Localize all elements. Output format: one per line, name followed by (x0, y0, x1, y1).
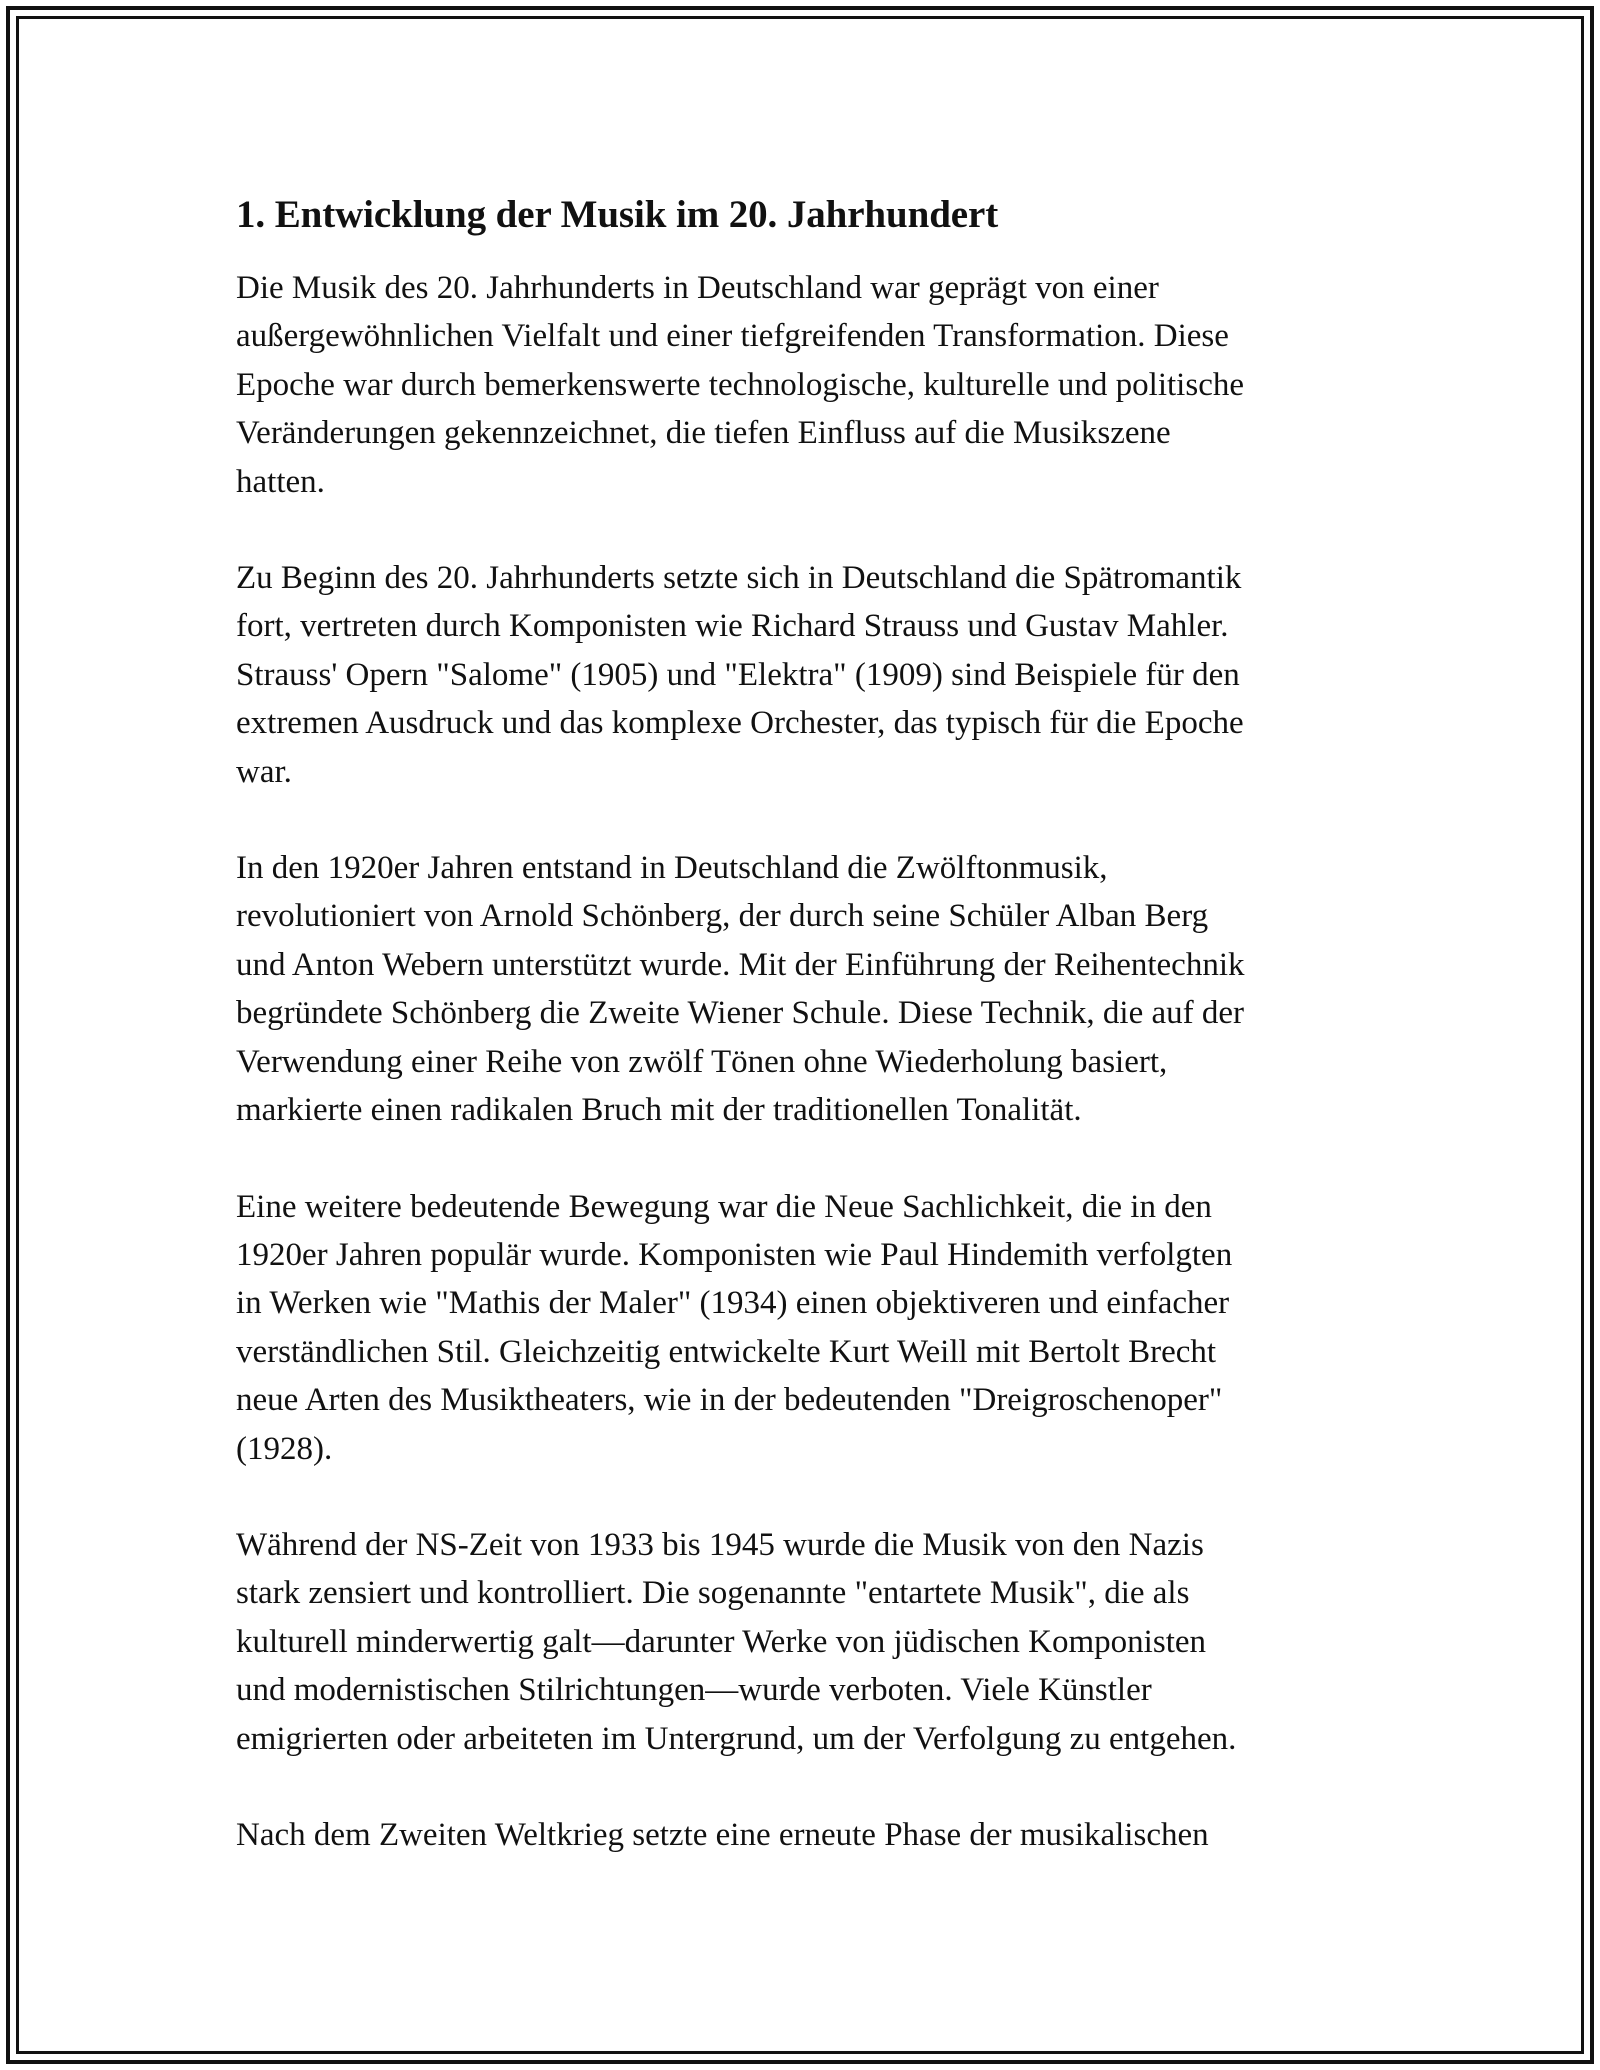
paragraph-line: Zu Beginn des 20. Jahrhunderts setzte sich in Deutschland die Spätromantik (236, 560, 1242, 597)
paragraph (236, 1811, 1376, 1859)
paragraph-line: war. (236, 753, 292, 790)
paragraph-line: markierte einen radikalen Bruch mit der traditionellen Tonalität. (236, 1092, 1082, 1129)
paragraph-line: Nach dem Zweiten Weltkrieg setzte eine erneute Phase der musikalischen (236, 1816, 1209, 1853)
paragraph-line: hatten. (236, 463, 325, 500)
paragraph-line: (1928). (236, 1430, 333, 1467)
paragraph-line: begründete Schönberg die Zweite Wiener Schule. Diese Technik, die auf der (236, 995, 1245, 1032)
document-body (236, 186, 1376, 1907)
paragraph (236, 554, 1376, 796)
paragraph-line: Epoche war durch bemerkenswerte technologische, kulturelle und politische (236, 366, 1244, 403)
paragraph-line: und modernistischen Stilrichtungen—wurde verboten. Viele Künstler (236, 1672, 1152, 1709)
paragraph-line: Veränderungen gekennzeichnet, die tiefen Einfluss auf die Musikszene (236, 415, 1171, 452)
paragraph-line: neue Arten des Musiktheaters, wie in der bedeutenden "Dreigroschenoper" (236, 1382, 1223, 1419)
paragraph-line: Während der NS-Zeit von 1933 bis 1945 wurde die Musik von den Nazis (236, 1526, 1204, 1563)
paragraph (236, 264, 1376, 506)
paragraph-line: extremen Ausdruck und das komplexe Orchester, das typisch für die Epoche (236, 705, 1244, 742)
paragraph-line: in Werken wie "Mathis der Maler" (1934) einen objektiveren und einfacher (236, 1285, 1230, 1322)
paragraph (236, 1521, 1376, 1763)
paragraph-line: 1920er Jahren populär wurde. Komponisten wie Paul Hindemith verfolgten (236, 1236, 1233, 1273)
paragraph-line: revolutioniert von Arnold Schönberg, der durch seine Schüler Alban Berg (236, 898, 1209, 935)
paragraph-line: außergewöhnlichen Vielfalt und einer tiefgreifenden Transformation. Diese (236, 318, 1229, 355)
paragraph (236, 1183, 1376, 1473)
paragraph-line: Strauss' Opern "Salome" (1905) und "Elektra" (1909) sind Beispiele für den (236, 656, 1240, 693)
paragraph-line: Die Musik des 20. Jahrhunderts in Deutschland war geprägt von einer (236, 270, 1159, 306)
paragraph (236, 844, 1376, 1134)
paragraph-line: emigrierten oder arbeiteten im Untergrund, um der Verfolgung zu entgehen. (236, 1720, 1237, 1757)
paragraph-line: stark zensiert und kontrolliert. Die sogenannte "entartete Musik", die als (236, 1575, 1190, 1612)
paragraph-list (236, 264, 1376, 1859)
paragraph-line: In den 1920er Jahren entstand in Deutschland die Zwölftonmusik, (236, 850, 1108, 887)
section-heading: 1. Entwicklung der Musik im 20. Jahrhundert (236, 193, 999, 236)
paragraph-line: fort, vertreten durch Komponisten wie Richard Strauss und Gustav Mahler. (236, 608, 1229, 645)
paragraph-line: kulturell minderwertig galt—darunter Werke von jüdischen Komponisten (236, 1623, 1207, 1660)
paragraph-line: Verwendung einer Reihe von zwölf Tönen ohne Wiederholung basiert, (236, 1043, 1168, 1080)
paragraph-line: Eine weitere bedeutende Bewegung war die Neue Sachlichkeit, die in den (236, 1188, 1212, 1225)
paragraph-line: verständlichen Stil. Gleichzeitig entwickelte Kurt Weill mit Bertolt Brecht (236, 1333, 1217, 1370)
paragraph-line: und Anton Webern unterstützt wurde. Mit der Einführung der Reihentechnik (236, 946, 1245, 983)
